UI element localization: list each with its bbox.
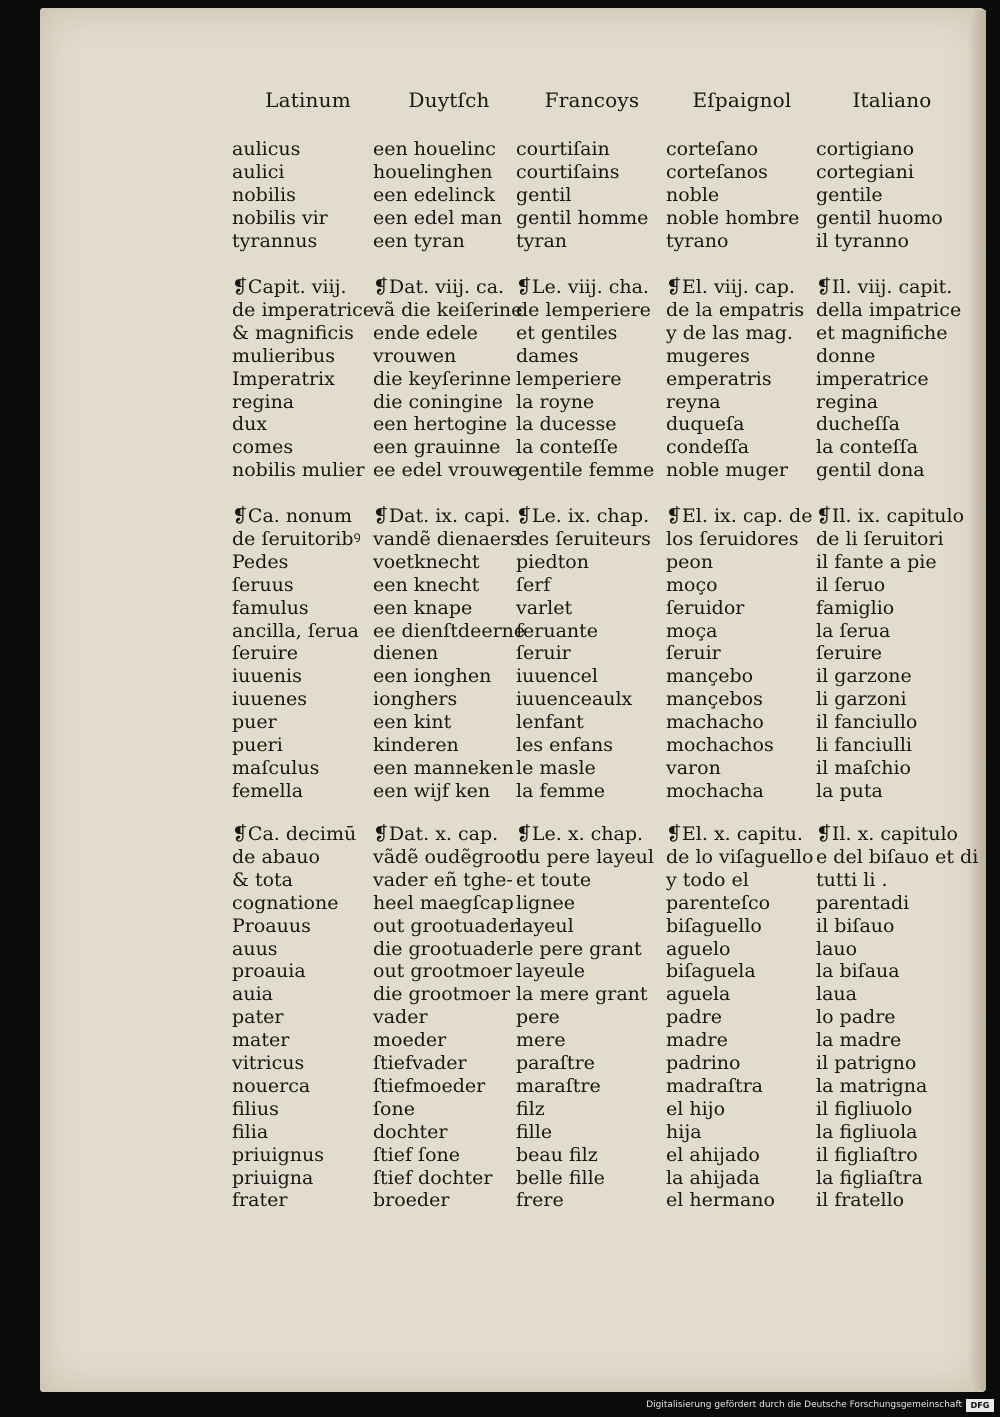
entry-french: ❡Le. x. chap. [516,823,644,845]
entry-dutch: kinderen [373,734,459,756]
entry-french: dames [516,344,579,367]
entry-french: varlet [516,596,573,619]
entry-french: les enfans [516,734,613,756]
entry-latin: priuigna [232,1166,314,1189]
entry-dutch: out grootmoer [373,960,512,983]
entry-dutch: een grauinne [373,436,501,459]
entry-dutch: ee dienſtdeerne [373,619,526,642]
entry-dutch: vãdẽ oudẽgroot [373,845,524,868]
entry-italian: della impatrice [816,298,962,321]
entry-spanish: mochachos [666,734,774,756]
column-italian [816,0,979,1417]
entry-french: layeul [516,914,574,937]
entry-dutch: een wijf ken [373,779,491,802]
entry-latin: ſeruire [232,642,298,665]
entry-latin: filia [232,1120,269,1143]
entry-dutch: ſtief dochter [373,1166,493,1189]
entry-french: la royne [516,390,595,413]
entry-latin: aulicus [232,138,301,160]
entry-latin: mulieribus [232,344,335,367]
entry-italian: il biſauo [816,914,895,937]
entry-spanish: el hijo [666,1097,726,1120]
entry-french: ſeruante [516,619,599,642]
entry-french: la conteſſe [516,436,618,459]
entry-french: mere [516,1029,566,1052]
entry-dutch: moeder [373,1029,447,1052]
entry-spanish: corteſano [666,138,759,160]
entry-latin: famulus [232,596,309,619]
entry-spanish: biſaguela [666,960,756,983]
entry-italian: il fanciullo [816,711,918,734]
entry-dutch: een edelinck [373,183,495,206]
entry-french: lemperiere [516,367,622,390]
entry-dutch: out grootuader [373,914,519,937]
entry-french: ſeruir [516,642,571,665]
entry-italian: il figliaſtro [816,1143,918,1166]
column-dutch [373,0,525,1417]
entry-latin: ſeruus [232,573,294,596]
entry-spanish: parenteſco [666,891,771,914]
entry-dutch: een hertogine [373,413,508,436]
entry-french: iuuencel [516,665,598,688]
entry-spanish: y de las mag. [666,321,793,344]
entry-spanish: el ahijado [666,1143,760,1166]
entry-latin: ❡Ca. decimū [232,823,357,845]
entry-italian: ducheſſa [816,413,900,436]
entry-italian: cortigiano [816,138,915,160]
entry-spanish: ❡El. viij. cap. [666,276,795,298]
entry-spanish: peon [666,550,714,573]
entry-spanish: corteſanos [666,160,768,183]
entry-latin: de ſeruitoribꝰ [232,527,361,550]
entry-latin: femella [232,779,304,802]
entry-italian: il patrigno [816,1052,917,1074]
column-header-french: Francoys [544,88,640,112]
entry-italian: ſeruire [816,642,882,665]
entry-dutch: ſtiefvader [373,1052,467,1074]
entry-italian: parentadi [816,891,910,914]
entry-french: du pere layeul [516,845,654,868]
entry-dutch: voetknecht [373,550,480,573]
entry-italian: li fanciulli [816,734,912,756]
entry-spanish: ❡El. x. capitu. [666,823,803,845]
entry-spanish: padrino [666,1052,741,1074]
entry-french: filz [516,1097,545,1120]
entry-spanish: ſeruir [666,642,721,665]
entry-french: et toute [516,868,592,891]
entry-latin: mater [232,1029,290,1052]
entry-dutch: die coningine [373,390,503,413]
entry-italian: li garzoni [816,688,907,711]
entry-dutch: die grootuader [373,937,517,960]
entry-latin: nobilis [232,183,296,206]
entry-dutch: ende edele [373,321,478,344]
entry-latin: nobilis mulier [232,459,365,482]
entry-french: le masle [516,756,596,779]
entry-dutch: broeder [373,1189,450,1212]
column-latin [232,0,384,1417]
entry-spanish: mochacha [666,779,764,802]
entry-dutch: vã die keiſerine [373,298,523,321]
entry-spanish: moço [666,573,718,596]
entry-spanish: ❡El. ix. cap. de [666,505,813,527]
entry-french: pere [516,1006,560,1029]
entry-french: la femme [516,779,605,802]
entry-spanish: ſeruidor [666,596,745,619]
entry-italian: la madre [816,1029,902,1052]
entry-italian: famiglio [816,596,895,619]
entry-latin: nobilis vir [232,206,328,229]
column-header-dutch: Duytſch [408,88,490,112]
entry-latin: iuuenis [232,665,302,688]
entry-latin: & magnificis [232,321,354,344]
column-header-spanish: Eſpaignol [692,88,792,112]
entry-french: ❡Le. viij. cha. [516,276,649,298]
entry-italian: il ſeruo [816,573,886,596]
entry-latin: priuignus [232,1143,325,1166]
entry-dutch: vader eñ tghe- [373,868,513,891]
entry-spanish: de la empatris [666,298,805,321]
entry-latin: proauia [232,960,306,983]
entry-italian: et magnifiche [816,321,948,344]
entry-dutch: vandẽ dienaers [373,527,520,550]
entry-dutch: dochter [373,1120,448,1143]
entry-latin: comes [232,436,294,459]
entry-dutch: ❡Dat. viij. ca. [373,276,505,298]
entry-french: ſerf [516,573,551,596]
entry-french: fille [516,1120,553,1143]
entry-latin: de abauo [232,845,320,868]
entry-spanish: biſaguello [666,914,762,937]
entry-latin: dux [232,413,268,436]
entry-latin: pater [232,1006,284,1029]
entry-italian: il tyranno [816,229,909,252]
entry-dutch: ee edel vrouwe [373,459,520,482]
entry-spanish: y todo el [666,868,749,891]
entry-italian: e del biſauo et di [816,845,979,868]
entry-italian: de li ſeruitori [816,527,944,550]
entry-latin: frater [232,1189,288,1212]
entry-spanish: noble [666,183,720,206]
entry-latin: aulici [232,160,285,183]
entry-italian: cortegiani [816,160,914,183]
entry-latin: vitricus [232,1052,305,1074]
entry-dutch: een houelinc [373,138,496,160]
dfg-logo: DFG [966,1399,994,1412]
entry-spanish: de lo viſaguello [666,845,814,868]
entry-dutch: ſone [373,1097,415,1120]
entry-spanish: aguelo [666,937,731,960]
entry-latin: nouerca [232,1074,311,1097]
entry-spanish: mançebos [666,688,763,711]
entry-latin: puer [232,711,277,734]
entry-latin: ❡Ca. nonum [232,505,353,527]
entry-dutch: een knape [373,596,473,619]
entry-spanish: tyrano [666,229,729,252]
entry-french: et gentiles [516,321,618,344]
entry-latin: pueri [232,734,283,756]
entry-spanish: duqueſa [666,413,745,436]
entry-dutch: vader [373,1006,428,1029]
entry-french: iuuenceaulx [516,688,633,711]
entry-latin: de imperatrice [232,298,375,321]
entry-spanish: la ahijada [666,1166,760,1189]
entry-dutch: ionghers [373,688,458,711]
entry-italian: gentile [816,183,883,206]
entry-spanish: hija [666,1120,702,1143]
entry-french: beau filz [516,1143,598,1166]
entry-dutch: dienen [373,642,439,665]
entry-french: lenfant [516,711,584,734]
entry-french: de lemperiere [516,298,651,321]
entry-french: le pere grant [516,937,642,960]
entry-italian: la matrigna [816,1074,928,1097]
entry-italian: il fante a pie [816,550,937,573]
entry-latin: ancilla, ſerua [232,619,359,642]
entry-french: tyran [516,229,568,252]
entry-dutch: ❡Dat. ix. capi. [373,505,511,527]
entry-dutch: een tyran [373,229,465,252]
entry-italian: il garzone [816,665,912,688]
entry-dutch: die keyſerinne [373,367,512,390]
entry-dutch: een manneken [373,756,514,779]
entry-spanish: el hermano [666,1189,775,1212]
entry-italian: il maſchio [816,756,911,779]
footer-credit: Digitalisierung gefördert durch die Deutsche Forschungsgemeinschaft [646,1400,962,1410]
entry-dutch: houelinghen [373,160,493,183]
entry-french: ❡Le. ix. chap. [516,505,650,527]
column-header-italian: Italiano [852,88,932,112]
entry-latin: tyrannus [232,229,318,252]
entry-dutch: een edel man [373,206,503,229]
entry-french: layeule [516,960,585,983]
entry-latin: filius [232,1097,279,1120]
entry-french: paraſtre [516,1052,595,1074]
entry-italian: la biſaua [816,960,900,983]
entry-french: frere [516,1189,564,1212]
entry-latin: maſculus [232,756,320,779]
entry-italian: laua [816,983,857,1006]
entry-latin: Imperatrix [232,367,335,390]
entry-latin: cognatione [232,891,339,914]
entry-italian: la figliuola [816,1120,918,1143]
entry-italian: imperatrice [816,367,929,390]
entry-french: la ducesse [516,413,617,436]
entry-spanish: padre [666,1006,722,1029]
entry-latin: regina [232,390,295,413]
column-header-latin: Latinum [265,88,351,112]
entry-dutch: ſtiefmoeder [373,1074,486,1097]
entry-italian: ❡Il. viij. capit. [816,276,953,298]
entry-dutch: ❡Dat. x. cap. [373,823,499,845]
entry-italian: la puta [816,779,883,802]
entry-french: la mere grant [516,983,648,1006]
entry-french: maraſtre [516,1074,601,1097]
entry-dutch: vrouwen [373,344,457,367]
column-spanish [666,0,818,1417]
entry-spanish: emperatris [666,367,772,390]
entry-latin: Proauus [232,914,311,937]
entry-french: des ſeruiteurs [516,527,651,550]
entry-french: piedton [516,550,589,573]
entry-french: courtiſain [516,138,610,160]
entry-spanish: moça [666,619,718,642]
entry-italian: gentil huomo [816,206,943,229]
entry-spanish: noble muger [666,459,788,482]
entry-latin: iuuenes [232,688,308,711]
entry-italian: lo padre [816,1006,896,1029]
entry-spanish: noble hombre [666,206,800,229]
entry-latin: & tota [232,868,293,891]
entry-spanish: mugeres [666,344,750,367]
entry-spanish: reyna [666,390,721,413]
entry-spanish: varon [666,756,721,779]
entry-italian: il fratello [816,1189,905,1212]
entry-italian: lauo [816,937,858,960]
entry-italian: ❡Il. x. capitulo [816,823,958,845]
entry-dutch: een ionghen [373,665,492,688]
entry-spanish: condeſſa [666,436,750,459]
entry-french: lignee [516,891,576,914]
entry-dutch: een kint [373,711,452,734]
entry-french: belle fille [516,1166,605,1189]
entry-italian: la ſerua [816,619,891,642]
entry-french: gentil homme [516,206,649,229]
column-french [516,0,668,1417]
entry-italian: il figliuolo [816,1097,913,1120]
entry-french: gentile femme [516,459,655,482]
entry-spanish: los ſeruidores [666,527,799,550]
entry-french: courtiſains [516,160,620,183]
entry-italian: regina [816,390,879,413]
entry-italian: ❡Il. ix. capitulo [816,505,965,527]
entry-italian: la conteſſa [816,436,919,459]
entry-spanish: madre [666,1029,728,1052]
entry-spanish: aguela [666,983,731,1006]
entry-latin: auus [232,937,278,960]
entry-italian: la figliaſtra [816,1166,923,1189]
entry-spanish: machacho [666,711,764,734]
entry-dutch: die grootmoer [373,983,511,1006]
entry-italian: tutti li . [816,868,888,891]
entry-dutch: heel maegſcap [373,891,514,914]
entry-spanish: madraſtra [666,1074,763,1097]
entry-latin: Pedes [232,550,289,573]
entry-latin: ❡Capit. viij. [232,276,347,298]
entry-dutch: ſtief ſone [373,1143,461,1166]
entry-italian: gentil dona [816,459,925,482]
entry-spanish: mançebo [666,665,754,688]
entry-italian: donne [816,344,876,367]
entry-latin: auia [232,983,273,1006]
entry-dutch: een knecht [373,573,480,596]
entry-french: gentil [516,183,572,206]
